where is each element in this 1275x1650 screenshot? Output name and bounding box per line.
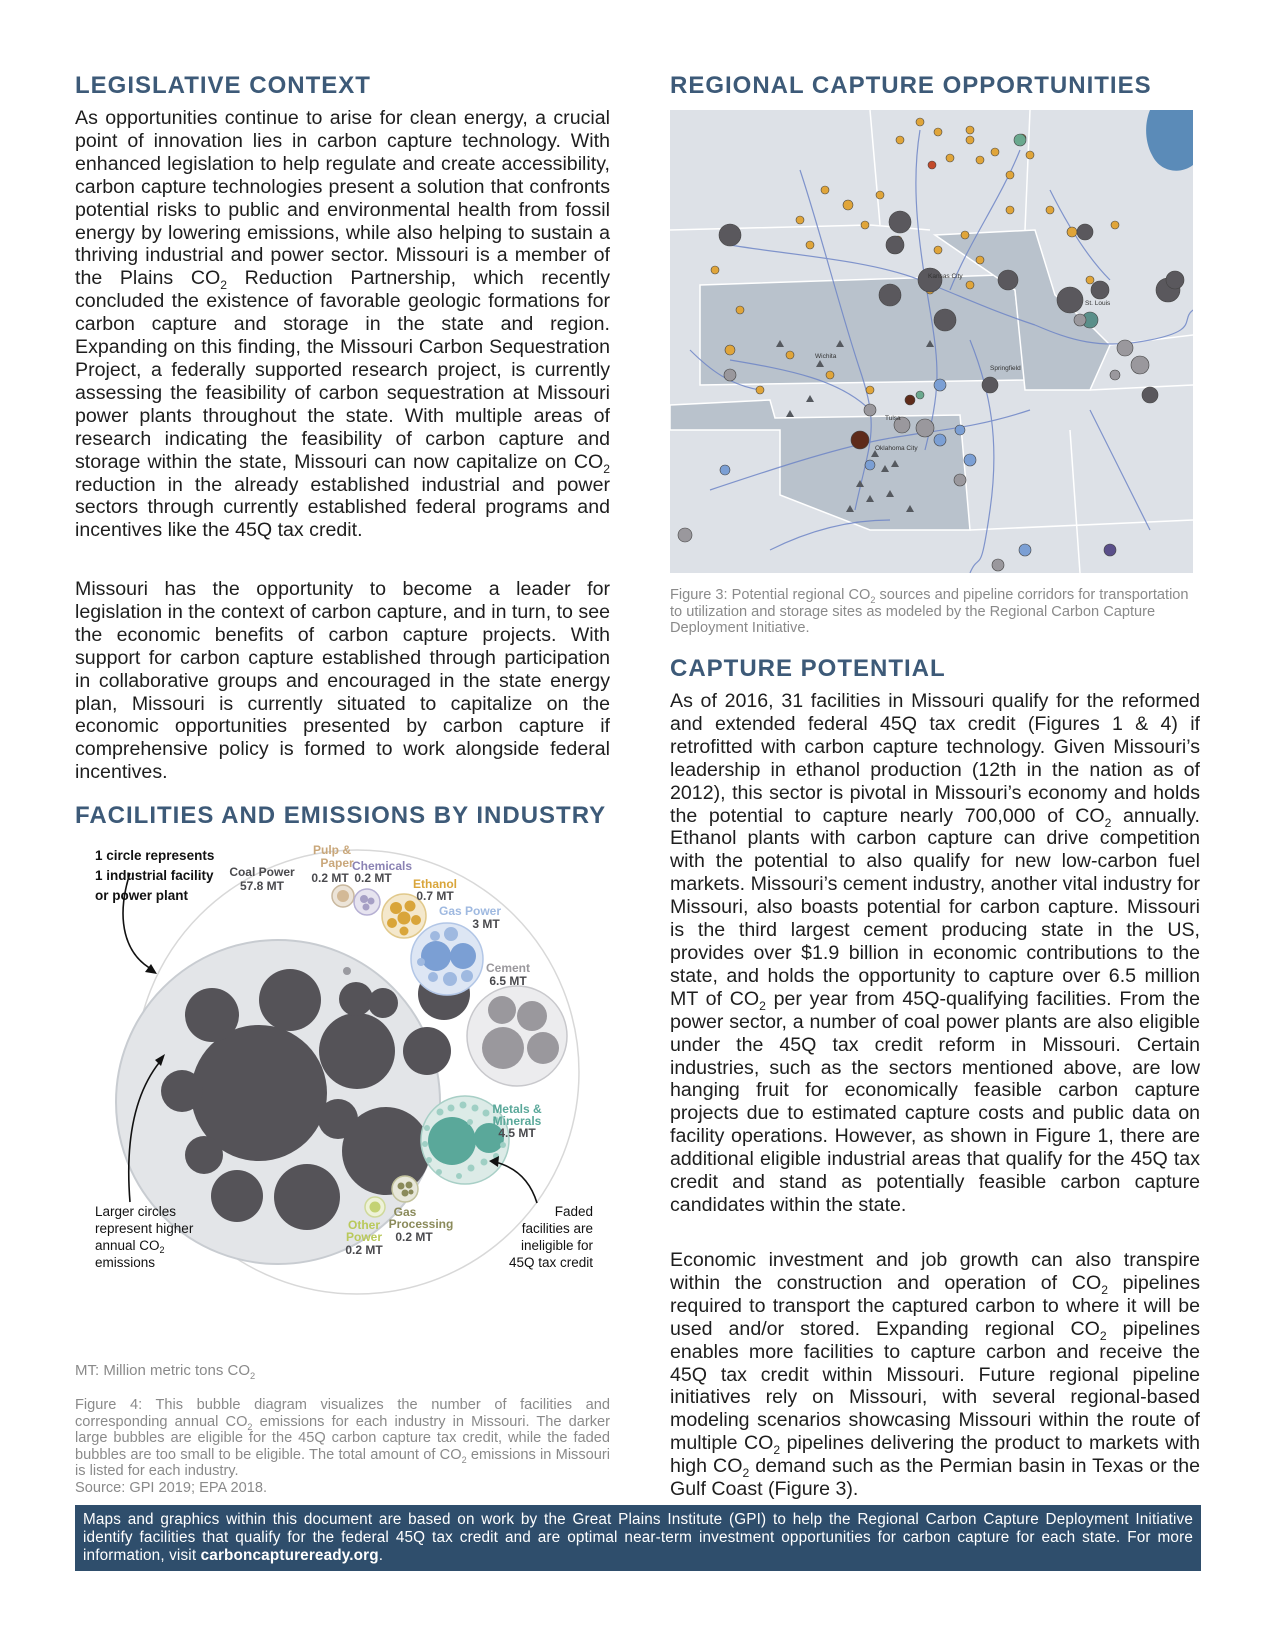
note-circle-line: 1 circle represents [95,848,215,863]
mt-note: MT: Million metric tons $CO_2$ [75,1362,256,1381]
map-label-springfield: Springfield [990,365,1021,372]
ethanol-facility-bubble [390,902,402,914]
chemicals-facility-bubble [368,898,375,905]
cement-facility-bubble [517,1001,547,1031]
footer-banner: Maps and graphics within this document are based on work by the Great Plains Institute (GPI) to help the Regional Carbon Capture Deployment Initiative identify facilities that qualify for the federal 45Q tax credit and are optimal near-term investment opportunities for carbon capture for each state. For more information, visit carboncaptureready.org. [75,1505,1201,1571]
map-label-st-louis: St. Louis [1085,300,1111,307]
cement-value: 6.5 MT [489,974,527,988]
regional-map-svg [670,110,1193,573]
metals-facility-bubble [422,1141,428,1147]
map-label-tulsa: Tulsa [885,415,901,422]
other-power-value: 0.2 MT [345,1243,383,1257]
note-faded-line: Faded [554,1204,593,1219]
gas-power-facility-bubble [421,941,451,971]
gas-power-facility-bubble [417,958,425,966]
gas-processing-facility-bubble [402,1190,409,1197]
coal-value: 57.8 MT [239,879,285,893]
metals-facility-bubble [426,1157,432,1163]
note-circle-line: or power plant [95,888,189,903]
pulp-value: 0.2 MT [311,871,349,885]
gas-power-label: Gas Power [438,904,502,918]
ethanol-facility-bubble [387,918,397,928]
gas-power-facility-bubble [444,927,458,941]
gas-processing-facility-bubble [398,1183,405,1190]
gas-processing-group-circle [392,1176,418,1202]
metals-facility-bubble [436,1169,442,1175]
coal-facility-bubble [368,988,398,1018]
note-faded-line: ineligible for [520,1238,593,1253]
map-label-kansas-city: Kansas City [928,273,963,280]
legislative-context-heading: LEGISLATIVE CONTEXT [75,72,371,99]
ethanol-facility-bubble [398,912,411,925]
capture-paragraph-1: As of 2016, 31 facilities in Missouri qualify for the reformed and extended federal 45Q tax credit (Figures 1 & 4) if retrofitted with carbon capture technology. Given Missouri’s leadership in ethanol production (12th in the nation as of 2012), this sector is pivotal in Missouri’s economy and holds the potential to capture nearly 700,000 of $CO_2$ annually. Ethanol plants with carbon capture can drive competition with the potential to also qualify for new low-carbon fuel markets. Missouri’s cement industry, another vital industry for Missouri, also boasts potential for carbon capture. Missouri is the third largest cement producing state in the US, provides over $1.9 billion in economic contributions to the state, and holds the opportunity to capture over 6.5 million MT of $CO_2$ per year from 45Q-qualifying facilities. From the power sector, a number of coal power plants are also eligible under the 45Q tax credit reform in Missouri. Certain industries, such as the sectors mentioned above, are low hanging fruit for economically feasible carbon capture projects due to estimated capture costs and public data on facility operations. However, as shown in Figure 1, there are additional eligible industrial areas that qualify for the 45Q tax credit and stand as potentially feasible carbon capture candidates within the state. [670,690,1201,1216]
other-power-label: Other [347,1218,381,1232]
coal-facility-bubble [259,969,321,1031]
gas-processing-label: Gas [393,1205,417,1219]
other-power-facility-bubble [370,1202,381,1213]
note-larger-line: represent higher [95,1221,194,1236]
cement-label: Cement [485,961,531,975]
note-larger-line: emissions [95,1255,156,1270]
pulp-facility-bubble [337,890,349,902]
cement-facility-bubble [482,1027,524,1069]
other-power-bubble-group [365,1197,385,1217]
gas-power-facility-bubble [428,972,438,982]
footer-link[interactable]: carboncaptureready.org [200,1546,379,1564]
ethanol-label: Ethanol [413,877,457,891]
map-label-oklahoma-city: Oklahoma City [875,445,918,452]
capture-paragraph-2: Economic investment and job growth can also transpire within the construction and operation of $CO_2$ pipelines required to transport the captured carbon to where it will be used and/or stored. Expanding regional $CO_2$ pipelines enables more facilities to capture carbon and receive the 45Q tax credit within Missouri. Future regional pipeline initiatives rely on Missouri, with several regional-based modeling scenarios showcasing Missouri within the route of multiple $CO_2$ pipelines delivering the product to markets with high $CO_2$ demand such as the Permian basin in Texas or the Gulf Coast (Figure 3). [670,1249,1200,1501]
figure-3-caption: Figure 3: Potential regional $CO_2$ sources and pipeline corridors for transportation to utilization and storage sites as modeled by the Regional Carbon Capture Deployment Initiative. [670,587,1189,636]
gas-power-facility-bubble [443,972,457,986]
pulp-label: Paper [320,856,354,870]
bubble-diagram-svg [75,840,610,1320]
map-label-wichita: Wichita [815,353,837,360]
gas-power-facility-bubble [450,943,476,969]
coal-facility-bubble [319,1013,395,1089]
chemicals-facility-bubble [360,895,368,903]
coal-facility-bubble [185,988,239,1042]
metals-label: Metals & [492,1102,542,1116]
note-larger-line: annual $CO_2$ [95,1238,165,1255]
note-circle-line: 1 industrial facility [95,868,214,883]
gas-power-facility-bubble [430,931,440,941]
state-kansas [700,275,1025,385]
metals-facility-bubble [467,1119,473,1125]
facilities-heading: FACILITIES AND EMISSIONS BY INDUSTRY [75,802,607,829]
metals-facility-bubble [448,1105,455,1112]
cement-facility-bubble [527,1032,559,1064]
coal-facility-bubble [211,1170,263,1222]
gas-power-bubble-group [411,923,483,995]
coal-facility-bubble [403,1027,451,1075]
gas-power-facility-bubble [461,970,473,982]
gas-processing-facility-bubble [409,1190,414,1195]
gas-processing-value: 0.2 MT [395,1230,433,1244]
arrow-faded-note [495,1162,537,1203]
bubble-diagram [75,840,610,1320]
note-faded-line: facilities are [521,1221,593,1236]
metals-facility-bubble [500,1142,506,1148]
ethanol-value: 0.7 MT [416,889,454,903]
metals-facility-bubble [472,1105,479,1112]
metals-facility-bubble [481,1159,488,1166]
legislative-paragraph-1: As opportunities continue to arise for clean energy, a crucial point of innovation lies in carbon capture technology. With enhanced legislation to help regulate and create accessibility, carbon capture technologies present a solution that confronts potential risks to public and environmental health from fossil energy by lowering emissions, while also helping to sustain a thriving industrial and power sector. Missouri is a member of the Plains $CO_2$ Reduction Partnership, which recently concluded the existence of favorable geologic formations for carbon capture and storage in the state and region. Expanding on this finding, the Missouri Carbon Sequestration Project, a federally supported research project, is currently assessing the feasibility of carbon sequestration at Missouri power plants throughout the state. With multiple areas of research indicating the feasibility of carbon capture and storage within the state, Missouri can now capitalize on $CO_2$ reduction in the already established industrial and power sectors through currently established federal programs and incentives like the 45Q tax credit. [75,107,610,542]
metals-value: 4.5 MT [498,1126,536,1140]
regional-heading: REGIONAL CAPTURE OPPORTUNITIES [670,72,1152,99]
cement-bubble-group [467,986,567,1086]
note-faded-line: 45Q tax credit [508,1255,593,1270]
coal-facility-bubble [339,982,373,1016]
coal-facility-bubble [343,967,351,975]
coal-label: Coal Power [229,865,295,879]
chemicals-facility-bubble [363,904,370,911]
note-larger-line: Larger circles [95,1204,177,1219]
ethanol-facility-bubble [405,901,416,912]
chemicals-value: 0.2 MT [354,871,392,885]
coal-facility-bubble [318,1099,358,1139]
gas-processing-label: Processing [388,1217,454,1231]
chemicals-bubble-group [354,889,380,915]
coal-facility-bubble [161,1070,203,1112]
coal-facility-bubble [274,1164,340,1230]
regional-map [670,110,1193,573]
pulp-paper-bubble-group [332,885,354,907]
metals-facility-bubble [468,1165,475,1172]
figure-4-caption: Figure 4: This bubble diagram visualizes the number of facilities and corresponding annual $CO_2$ emissions for each industry in Missouri. The darker large bubbles are eligible for the 45Q carbon capture tax credit, while the faded bubbles are too small to be eligible. The total amount of $CO_2$ emissions in Missouri is listed for each industry. Source: GPI 2019; EPA 2018. [75,1397,610,1496]
chemicals-group-circle [354,889,380,915]
cement-facility-bubble [488,996,516,1024]
metals-facility-bubble [424,1125,430,1131]
coal-facility-bubble [185,1136,223,1174]
metals-label: Minerals [492,1114,542,1128]
gas-processing-bubble-group [392,1176,418,1202]
metals-facility-bubble [483,1110,490,1117]
capture-potential-heading: CAPTURE POTENTIAL [670,655,946,682]
legislative-paragraph-2: Missouri has the opportunity to become a leader for legislation in the context of carbon capture, and in turn, to see the economic benefits of carbon capture projects. With support for carbon capture established through participation in collaborative groups and encouraged in the state energy plan, Missouri is currently situated to capitalize on the economic opportunities presented by carbon capture if comprehensive policy is formed to work alongside federal incentives. [75,578,610,784]
gas-power-value: 3 MT [472,917,500,931]
chemicals-label: Chemicals [351,859,413,873]
ethanol-facility-bubble [411,915,421,925]
other-power-label: Power [345,1230,383,1244]
metals-facility-bubble [460,1102,467,1109]
metals-facility-bubble [456,1173,462,1179]
pulp-label: Pulp & [313,843,351,857]
metals-facility-bubble [437,1109,444,1116]
ethanol-facility-bubble [400,927,409,936]
gas-processing-facility-bubble [406,1182,413,1189]
